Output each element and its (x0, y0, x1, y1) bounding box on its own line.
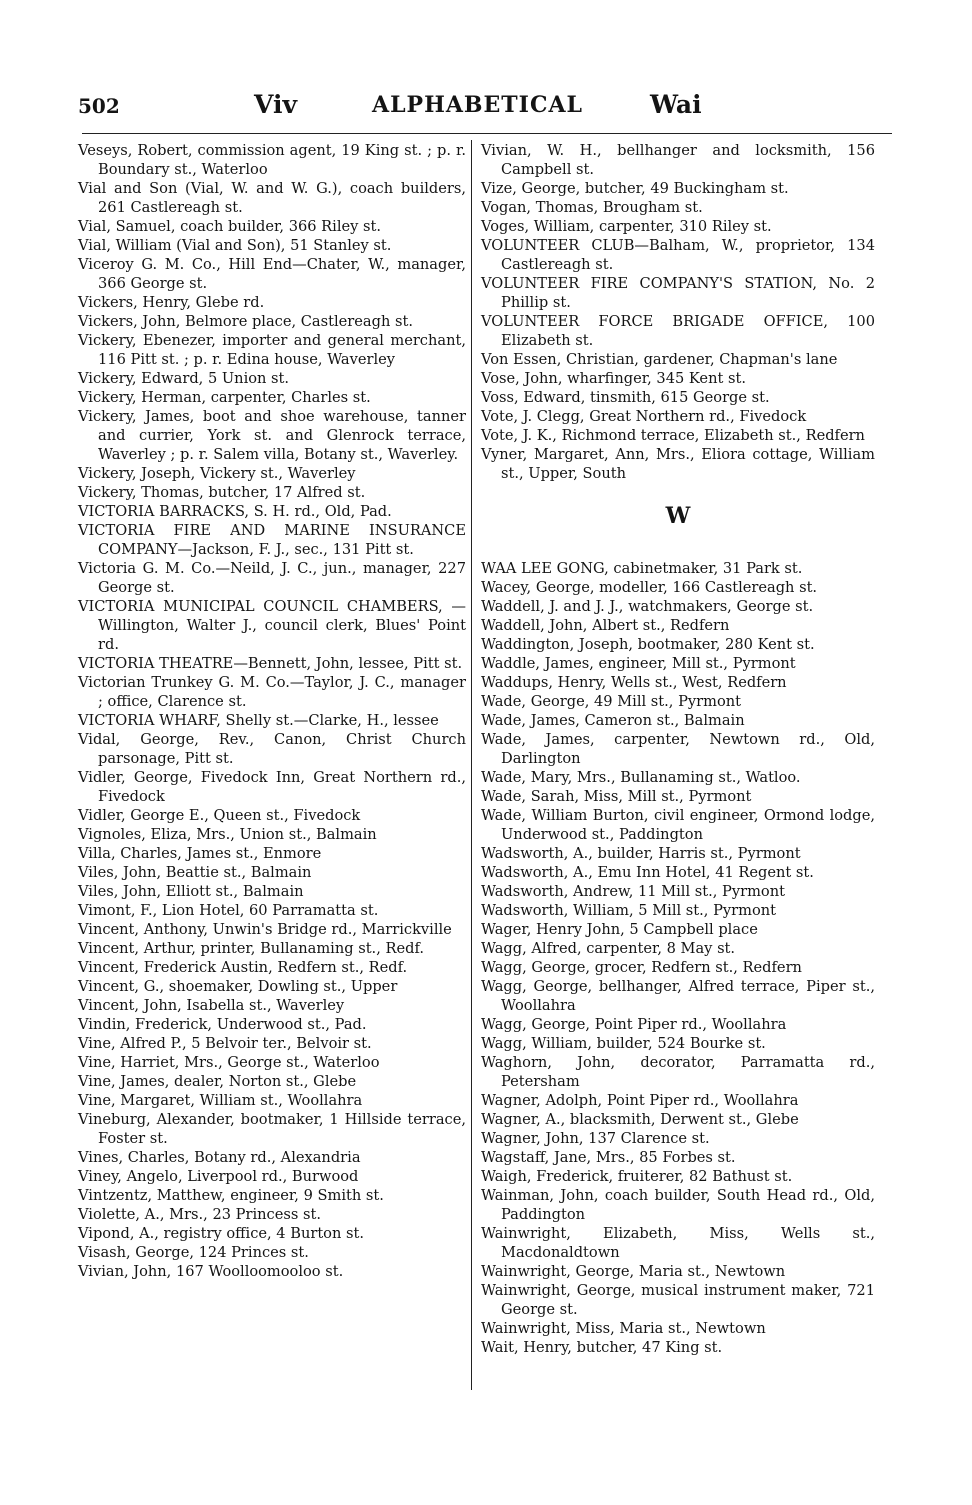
directory-entry: Vivian, John, 167 Woolloomooloo st. (78, 1263, 344, 1280)
directory-entry: Vignoles, Eliza, Mrs., Union st., Balmain (78, 826, 377, 843)
directory-entry: Vivian, W. H., bellhanger and locksmith, 156 Campbell st. (481, 142, 875, 178)
directory-entry: VICTORIA MUNICIPAL COUNCIL CHAMBERS, —Willington, Walter J., council clerk, Blues' Point rd. (78, 598, 466, 653)
directory-entry: Waddell, John, Albert st., Redfern (481, 617, 730, 634)
directory-entry: Wainman, John, coach builder, South Head rd., Old, Paddington (481, 1187, 875, 1223)
directory-entry: Vogan, Thomas, Brougham st. (481, 199, 703, 216)
directory-entry: VOLUNTEER CLUB—Balham, W., proprietor, 134 Castlereagh st. (481, 237, 875, 273)
directory-entry: Waddups, Henry, Wells st., West, Redfern (481, 674, 787, 691)
directory-entry: Wagg, Alfred, carpenter, 8 May st. (481, 940, 736, 957)
directory-entry: Wager, Henry John, 5 Campbell place (481, 921, 758, 938)
directory-entry: Vine, Harriet, Mrs., George st., Waterloo (78, 1054, 380, 1071)
directory-entry: Vineburg, Alexander, bootmaker, 1 Hillside terrace, Foster st. (78, 1111, 466, 1147)
directory-entry: Vickers, John, Belmore place, Castlereagh st. (78, 313, 413, 330)
directory-entry: Vidler, George, Fivedock Inn, Great Northern rd., Fivedock (78, 769, 466, 805)
directory-entry: Vial, William (Vial and Son), 51 Stanley st. (78, 237, 392, 254)
directory-entry: Vindin, Frederick, Underwood st., Pad. (78, 1016, 367, 1033)
directory-entry: Violette, A., Mrs., 23 Princess st. (78, 1206, 321, 1223)
directory-entry: Wagner, A., blacksmith, Derwent st., Glebe (481, 1111, 799, 1128)
directory-entry: Wadsworth, A., builder, Harris st., Pyrmont (481, 845, 801, 862)
section-letter-w: W (665, 503, 691, 529)
directory-entry: Wainwright, George, Maria st., Newtown (481, 1263, 786, 1280)
directory-entry: Visash, George, 124 Princes st. (78, 1244, 309, 1261)
directory-entry: Wadsworth, William, 5 Mill st., Pyrmont (481, 902, 776, 919)
header-rule (82, 133, 892, 134)
directory-entry: Wainwright, George, musical instrument maker, 721 George st. (481, 1282, 875, 1318)
directory-entry: Wagg, George, Point Piper rd., Woollahra (481, 1016, 787, 1033)
directory-entry: Vimont, F., Lion Hotel, 60 Parramatta st. (78, 902, 379, 919)
directory-entry: Viney, Angelo, Liverpool rd., Burwood (78, 1168, 359, 1185)
directory-entry: Waddle, James, engineer, Mill st., Pyrmont (481, 655, 796, 672)
right-guide-word: Wai (650, 90, 702, 119)
directory-entry: Wade, William Burton, civil engineer, Ormond lodge, Underwood st., Paddington (481, 807, 875, 843)
directory-entry: Voss, Edward, tinsmith, 615 George st. (481, 389, 770, 406)
directory-entry: Vines, Charles, Botany rd., Alexandria (78, 1149, 361, 1166)
directory-entry: Wade, Mary, Mrs., Bullanaming st., Watloo. (481, 769, 801, 786)
directory-entry: Victoria G. M. Co.—Neild, J. C., jun., manager, 227 George st. (78, 560, 466, 596)
directory-entry: Vose, John, wharfinger, 345 Kent st. (481, 370, 746, 387)
directory-entry: Vickery, Edward, 5 Union st. (78, 370, 290, 387)
page-title: ALPHABETICAL (372, 92, 584, 118)
directory-entry: Wagg, George, grocer, Redfern st., Redfern (481, 959, 802, 976)
directory-entry: Wade, George, 49 Mill st., Pyrmont (481, 693, 741, 710)
directory-entry: Vickery, Herman, carpenter, Charles st. (78, 389, 371, 406)
directory-entry: Vine, Alfred P., 5 Belvoir ter., Belvoir st. (78, 1035, 372, 1052)
column-divider (471, 140, 472, 1390)
directory-entry: Vial and Son (Vial, W. and W. G.), coach builders, 261 Castlereagh st. (78, 180, 466, 216)
directory-entry: Wade, James, carpenter, Newtown rd., Old, Darlington (481, 731, 875, 767)
directory-entry: Wadsworth, A., Emu Inn Hotel, 41 Regent st. (481, 864, 814, 881)
directory-entry: Waghorn, John, decorator, Parramatta rd., Petersham (481, 1054, 875, 1090)
directory-entry: Victorian Trunkey G. M. Co.—Taylor, J. C., manager ; office, Clarence st. (78, 674, 466, 710)
w-entries (481, 559, 875, 1357)
v-entries (481, 141, 875, 483)
directory-entry: Vote, J. Clegg, Great Northern rd., Fivedock (481, 408, 807, 425)
directory-entry: Vincent, Anthony, Unwin's Bridge rd., Marrickville (78, 921, 452, 938)
directory-entry: Viceroy G. M. Co., Hill End—Chater, W., manager, 366 George st. (78, 256, 466, 292)
directory-entry: Vickers, Henry, Glebe rd. (78, 294, 265, 311)
left-guide-word: Viv (254, 90, 297, 119)
directory-entry: Von Essen, Christian, gardener, Chapman's lane (481, 351, 838, 368)
directory-entry: Wagner, Adolph, Point Piper rd., Woollahra (481, 1092, 799, 1109)
directory-entry: Viles, John, Elliott st., Balmain (78, 883, 304, 900)
directory-entry: Vial, Samuel, coach builder, 366 Riley st. (78, 218, 382, 235)
directory-entry: VICTORIA THEATRE—Bennett, John, lessee, Pitt st. (78, 655, 463, 672)
directory-entry: Villa, Charles, James st., Enmore (78, 845, 322, 862)
directory-entry: WAA LEE GONG, cabinetmaker, 31 Park st. (481, 560, 803, 577)
directory-entry: Waddington, Joseph, bootmaker, 280 Kent st. (481, 636, 815, 653)
directory-entry: Vincent, John, Isabella st., Waverley (78, 997, 345, 1014)
directory-entry: Wade, Sarah, Miss, Mill st., Pyrmont (481, 788, 752, 805)
directory-entry: VOLUNTEER FIRE COMPANY'S STATION, No. 2 Phillip st. (481, 275, 875, 311)
page-header (78, 86, 890, 130)
directory-entry: Wainwright, Elizabeth, Miss, Wells st., Macdonaldtown (481, 1225, 875, 1261)
directory-entry: Waigh, Frederick, fruiterer, 82 Bathust st. (481, 1168, 793, 1185)
directory-entry: Wadsworth, Andrew, 11 Mill st., Pyrmont (481, 883, 785, 900)
directory-entry: Waddell, J. and J. J., watchmakers, George st. (481, 598, 814, 615)
directory-entry: Vickery, Thomas, butcher, 17 Alfred st. (78, 484, 366, 501)
directory-entry: Vincent, Arthur, printer, Bullanaming st., Redf. (78, 940, 424, 957)
directory-entry: Vidal, George, Rev., Canon, Christ Church parsonage, Pitt st. (78, 731, 466, 767)
directory-entry: Vickery, Joseph, Vickery st., Waverley (78, 465, 356, 482)
directory-entry: Viles, John, Beattie st., Balmain (78, 864, 312, 881)
directory-entry: Vickery, Ebenezer, importer and general merchant, 116 Pitt st. ; p. r. Edina house, Waverley (78, 332, 466, 368)
directory-entry: Vickery, James, boot and shoe warehouse, tanner and currier, York st. and Glenrock terrace, Waverley ; p. r. Salem villa, Botany st., Waverley. (78, 408, 466, 463)
directory-entry: Wagstaff, Jane, Mrs., 85 Forbes st. (481, 1149, 736, 1166)
directory-entry: Wait, Henry, butcher, 47 King st. (481, 1339, 723, 1356)
directory-entry: Vine, Margaret, William st., Woollahra (78, 1092, 363, 1109)
directory-entry: VICTORIA BARRACKS, S. H. rd., Old, Pad. (78, 503, 392, 520)
directory-entry: Vize, George, butcher, 49 Buckingham st. (481, 180, 789, 197)
directory-entry: Wagner, John, 137 Clarence st. (481, 1130, 710, 1147)
directory-entry: VICTORIA WHARF, Shelly st.—Clarke, H., lessee (78, 712, 439, 729)
directory-entry: Vincent, G., shoemaker, Dowling st., Upper (78, 978, 398, 995)
directory-entry: Wagg, William, builder, 524 Bourke st. (481, 1035, 766, 1052)
right-column (481, 141, 875, 1357)
directory-entry: VOLUNTEER FORCE BRIGADE OFFICE, 100 Elizabeth st. (481, 313, 875, 349)
directory-entry: Vipond, A., registry office, 4 Burton st. (78, 1225, 365, 1242)
directory-entry: Wade, James, Cameron st., Balmain (481, 712, 745, 729)
directory-entry: Vote, J. K., Richmond terrace, Elizabeth st., Redfern (481, 427, 865, 444)
page-number: 502 (78, 94, 120, 118)
directory-entry: Veseys, Robert, commission agent, 19 King st. ; p. r. Boundary st., Waterloo (78, 142, 466, 178)
directory-entry: Vincent, Frederick Austin, Redfern st., Redf. (78, 959, 408, 976)
directory-entry: Vine, James, dealer, Norton st., Glebe (78, 1073, 357, 1090)
directory-entry: Vyner, Margaret, Ann, Mrs., Eliora cottage, William st., Upper, South (481, 446, 875, 482)
left-column (78, 141, 466, 1281)
directory-entry: Vintzentz, Matthew, engineer, 9 Smith st. (78, 1187, 384, 1204)
directory-entry: Voges, William, carpenter, 310 Riley st. (481, 218, 772, 235)
directory-entry: Vidler, George E., Queen st., Fivedock (78, 807, 361, 824)
directory-entry: Wacey, George, modeller, 166 Castlereagh st. (481, 579, 818, 596)
directory-entry: Wagg, George, bellhanger, Alfred terrace, Piper st., Woollahra (481, 978, 875, 1014)
directory-entry: Wainwright, Miss, Maria st., Newtown (481, 1320, 766, 1337)
directory-entry: VICTORIA FIRE AND MARINE INSURANCE COMPANY—Jackson, F. J., sec., 131 Pitt st. (78, 522, 466, 558)
